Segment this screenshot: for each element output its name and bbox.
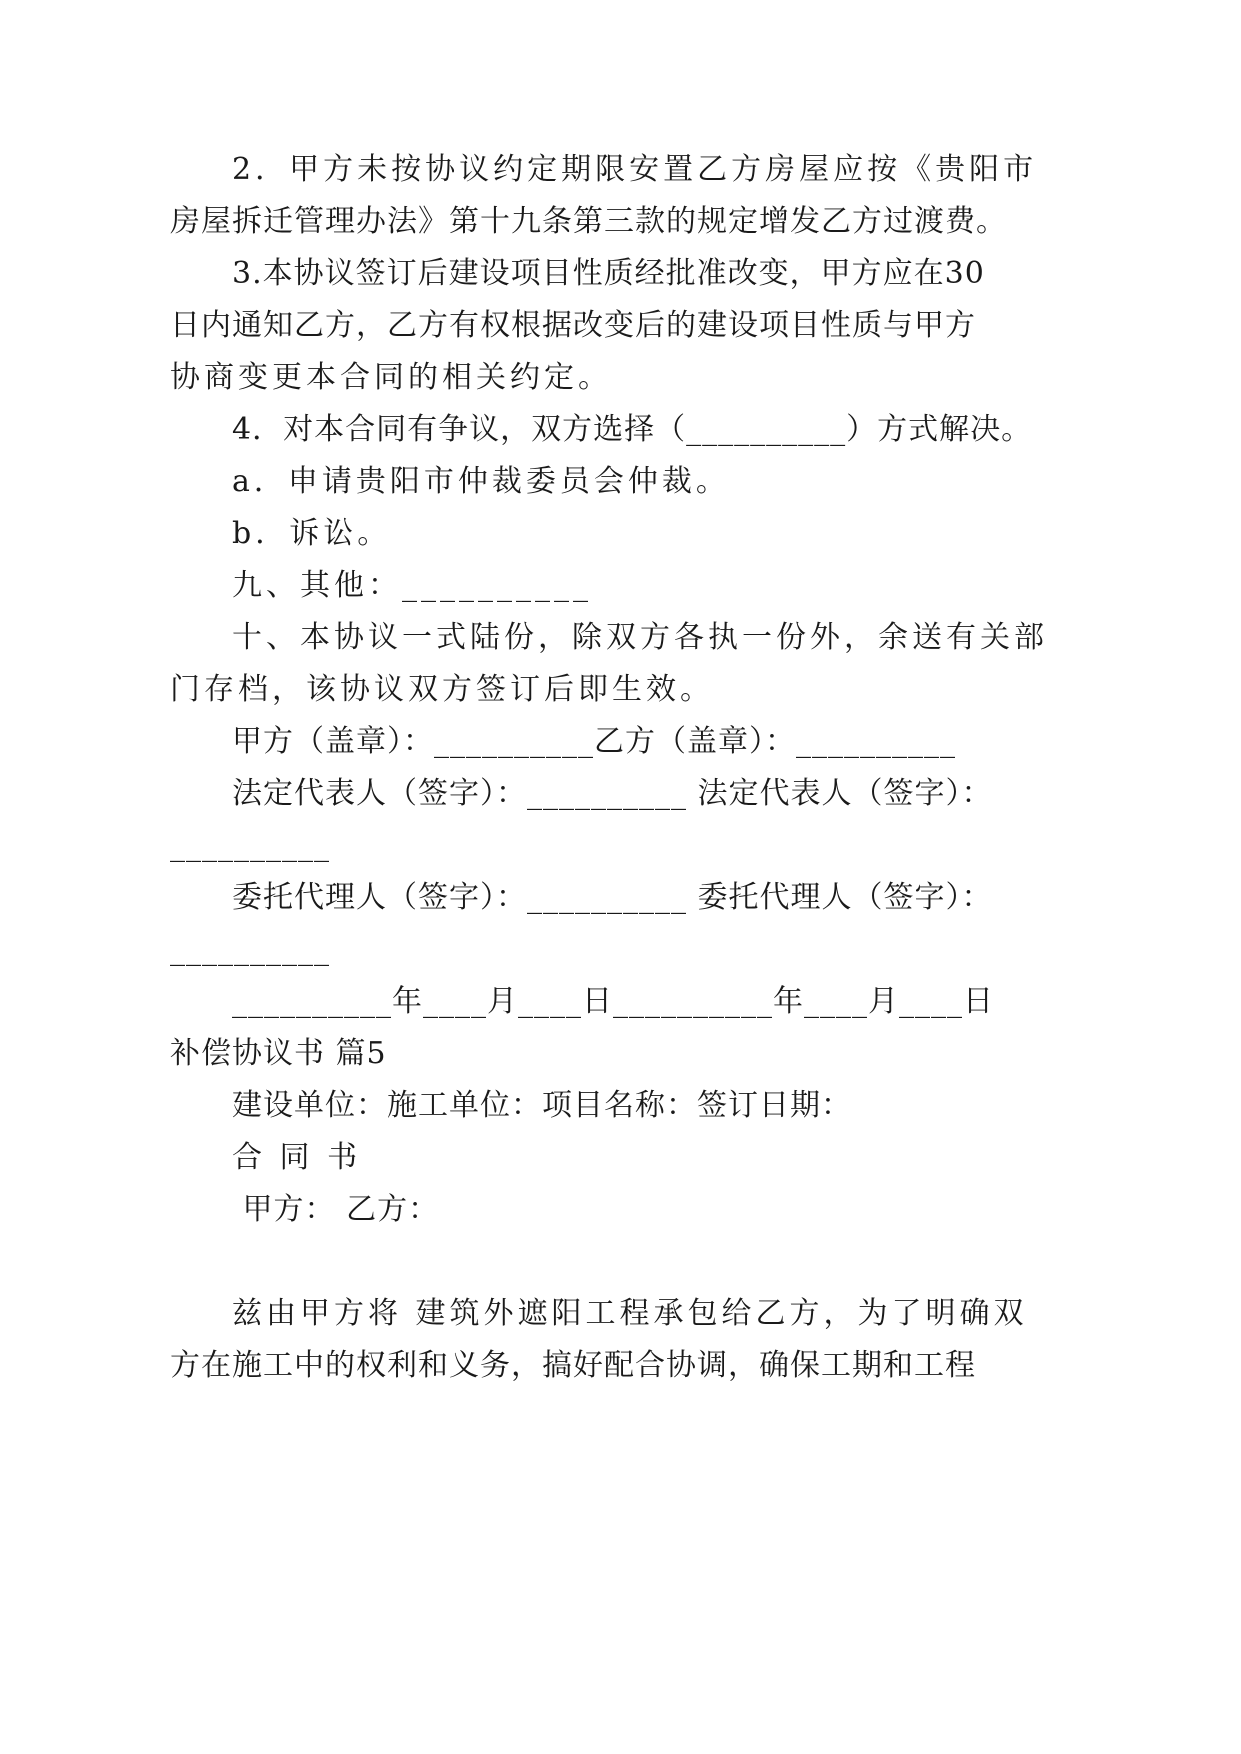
option-a-line: a．申请贵阳市仲裁委员会仲裁。 (232, 464, 730, 499)
seal-line: 甲方（盖章）：__________乙方（盖章）：__________ (232, 724, 956, 759)
clause-4-line: 4．对本合同有争议，双方选择（__________）方式解决。 (232, 412, 1033, 447)
body-line-2: 方在施工中的权利和义务，搞好配合协调，确保工期和工程 (170, 1348, 976, 1383)
section-nine-line: 九、其他：__________ (232, 568, 592, 603)
parties-line: 甲方： 乙方： (232, 1192, 440, 1227)
legal-rep-blank: __________ (170, 828, 330, 863)
clause-2-line-2: 房屋拆迁管理办法》第十九条第三款的规定增发乙方过渡费。 (170, 204, 1007, 239)
agent-blank: __________ (170, 932, 330, 967)
clause-3-line-3: 协商变更本合同的相关约定。 (170, 360, 612, 395)
contract-title: 合 同 书 (232, 1140, 362, 1175)
header-fields-line: 建设单位：施工单位：项目名称：签订日期： (232, 1088, 852, 1123)
section-ten-line-2: 门存档，该协议双方签订后即生效。 (170, 672, 714, 707)
section-ten-line-1: 十、本协议一式陆份，除双方各执一份外，余送有关部 (232, 620, 1048, 655)
body-line-1: 兹由甲方将 建筑外遮阳工程承包给乙方，为了明确双 (232, 1296, 1028, 1331)
date-line: __________年____月____日__________年____月____日 (232, 984, 994, 1019)
clause-3-line-2: 日内通知乙方，乙方有权根据改变后的建设项目性质与甲方 (170, 308, 976, 343)
legal-rep-line: 法定代表人（签字）：__________ 法定代表人（签字）： (232, 776, 993, 811)
section-heading: 补偿协议书 篇5 (170, 1036, 387, 1071)
agent-line: 委托代理人（签字）：__________ 委托代理人（签字）： (232, 880, 993, 915)
option-b-line: b．诉讼。 (232, 516, 392, 551)
clause-3-line-1: 3.本协议签订后建设项目性质经批准改变，甲方应在30 (232, 256, 985, 291)
clause-2-line-1: 2．甲方未按协议约定期限安置乙方房屋应按《贵阳市 (232, 152, 1038, 187)
